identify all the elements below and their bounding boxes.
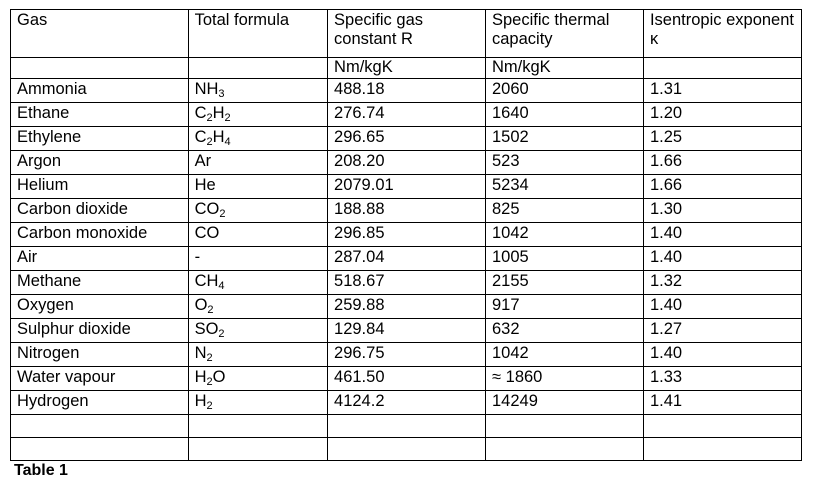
cell-formula [188,151,327,175]
formula-symbol: CH [194,272,219,290]
header-gas: Gas [11,10,189,58]
cell-gas-constant: 296.65 [328,127,486,151]
cell-empty [11,415,189,438]
cell-isentropic-exponent: 1.40 [643,247,801,271]
cell-isentropic-exponent: 1.20 [643,103,801,127]
cell-gas-constant: 188.88 [328,199,486,223]
cell-gas: Ethane [11,103,189,127]
formula-subscript: 3 [218,88,225,100]
formula-symbol: H [194,368,207,386]
cell-gas: Air [11,247,189,271]
cell-gas: Methane [11,271,189,295]
cell-thermal-capacity: 1005 [486,247,644,271]
cell-gas: Sulphur dioxide [11,319,189,343]
cell-formula [188,175,327,199]
table-row [11,175,802,199]
cell-formula [188,391,327,415]
table-row-empty [11,438,802,461]
cell-empty [328,415,486,438]
table-units-row [11,58,802,79]
unit-gas [11,58,189,79]
table-row [11,199,802,223]
cell-thermal-capacity: 1042 [486,343,644,367]
table-row [11,127,802,151]
cell-gas: Argon [11,151,189,175]
cell-formula [188,127,327,151]
formula-symbol: C [194,128,207,146]
cell-gas: Oxygen [11,295,189,319]
formula-subscript: 2 [218,328,225,340]
cell-thermal-capacity: 917 [486,295,644,319]
formula-symbol: SO [194,320,219,338]
cell-empty [188,415,327,438]
formula-symbol: - [194,248,201,266]
cell-gas: Ethylene [11,127,189,151]
cell-empty [486,438,644,461]
cell-empty [643,438,801,461]
cell-thermal-capacity: 1502 [486,127,644,151]
cell-gas-constant: 259.88 [328,295,486,319]
cell-gas-constant: 2079.01 [328,175,486,199]
cell-formula [188,295,327,319]
formula-symbol: C [194,104,207,122]
cell-empty [188,438,327,461]
cell-isentropic-exponent: 1.66 [643,151,801,175]
cell-thermal-capacity: 14249 [486,391,644,415]
cell-gas-constant: 461.50 [328,367,486,391]
cell-thermal-capacity: 5234 [486,175,644,199]
formula-subscript: 2 [207,304,214,316]
cell-isentropic-exponent: 1.40 [643,223,801,247]
unit-formula [188,58,327,79]
cell-empty [486,415,644,438]
formula-subscript: 2 [224,112,231,124]
cell-formula [188,271,327,295]
cell-isentropic-exponent: 1.32 [643,271,801,295]
cell-gas: Carbon dioxide [11,199,189,223]
cell-formula [188,367,327,391]
header-specific-gas-constant: Specific gas constant R [328,10,486,58]
cell-gas-constant: 208.20 [328,151,486,175]
cell-formula [188,223,327,247]
cell-gas: Hydrogen [11,391,189,415]
cell-gas: Water vapour [11,367,189,391]
cell-formula [188,247,327,271]
cell-gas-constant: 488.18 [328,79,486,103]
table-row [11,343,802,367]
cell-empty [643,415,801,438]
header-isentropic-exponent: Isentropic exponent κ [643,10,801,58]
cell-formula [188,79,327,103]
table-body [11,10,802,461]
cell-isentropic-exponent: 1.40 [643,343,801,367]
formula-symbol: O [212,368,226,386]
cell-formula [188,103,327,127]
formula-symbol: H [194,392,207,410]
formula-subscript: 4 [224,136,231,148]
formula-subscript: 2 [206,112,213,124]
cell-gas-constant: 4124.2 [328,391,486,415]
table-caption: Table 1 [14,462,68,479]
cell-isentropic-exponent: 1.30 [643,199,801,223]
table-row [11,151,802,175]
cell-empty [328,438,486,461]
header-total-formula: Total formula [188,10,327,58]
formula-subscript: 2 [206,136,213,148]
table-row [11,391,802,415]
table-header-row [11,10,802,58]
cell-thermal-capacity: 825 [486,199,644,223]
cell-gas-constant: 518.67 [328,271,486,295]
cell-formula [188,343,327,367]
cell-gas-constant: 296.75 [328,343,486,367]
table-row-empty [11,415,802,438]
cell-empty [11,438,189,461]
unit-thermal-capacity: Nm/kgK [486,58,644,79]
cell-isentropic-exponent: 1.25 [643,127,801,151]
cell-thermal-capacity: 1640 [486,103,644,127]
cell-formula [188,199,327,223]
cell-thermal-capacity: 2060 [486,79,644,103]
cell-isentropic-exponent: 1.66 [643,175,801,199]
formula-symbol: NH [194,80,219,98]
gas-properties-table-wrapper [10,9,802,461]
cell-gas-constant: 287.04 [328,247,486,271]
formula-symbol: H [212,104,225,122]
formula-symbol: He [194,176,216,194]
formula-symbol: O [194,296,208,314]
gas-properties-table [10,9,802,461]
cell-isentropic-exponent: 1.41 [643,391,801,415]
cell-formula [188,319,327,343]
cell-gas: Helium [11,175,189,199]
cell-gas-constant: 129.84 [328,319,486,343]
table-row [11,79,802,103]
cell-gas: Nitrogen [11,343,189,367]
formula-subscript: 2 [219,208,226,220]
table-row [11,319,802,343]
formula-symbol: CO [194,200,220,218]
formula-subscript: 2 [206,400,213,412]
cell-isentropic-exponent: 1.27 [643,319,801,343]
table-row [11,247,802,271]
table-row [11,295,802,319]
formula-symbol: Ar [194,152,212,170]
formula-subscript: 2 [206,352,213,364]
header-specific-thermal-capacity: Specific thermal capacity [486,10,644,58]
cell-isentropic-exponent: 1.33 [643,367,801,391]
cell-thermal-capacity: 2155 [486,271,644,295]
cell-gas: Ammonia [11,79,189,103]
formula-symbol: CO [194,224,220,242]
formula-symbol: H [212,128,225,146]
cell-gas-constant: 296.85 [328,223,486,247]
cell-gas: Carbon monoxide [11,223,189,247]
cell-thermal-capacity: ≈ 1860 [486,367,644,391]
formula-subscript: 4 [218,280,225,292]
unit-isentropic-exponent [643,58,801,79]
formula-subscript: 2 [206,376,213,388]
cell-thermal-capacity: 1042 [486,223,644,247]
cell-thermal-capacity: 632 [486,319,644,343]
table-row [11,223,802,247]
unit-gas-constant: Nm/kgK [328,58,486,79]
table-row [11,367,802,391]
table-row [11,103,802,127]
cell-isentropic-exponent: 1.40 [643,295,801,319]
cell-gas-constant: 276.74 [328,103,486,127]
cell-thermal-capacity: 523 [486,151,644,175]
formula-symbol: N [194,344,207,362]
cell-isentropic-exponent: 1.31 [643,79,801,103]
table-row [11,271,802,295]
